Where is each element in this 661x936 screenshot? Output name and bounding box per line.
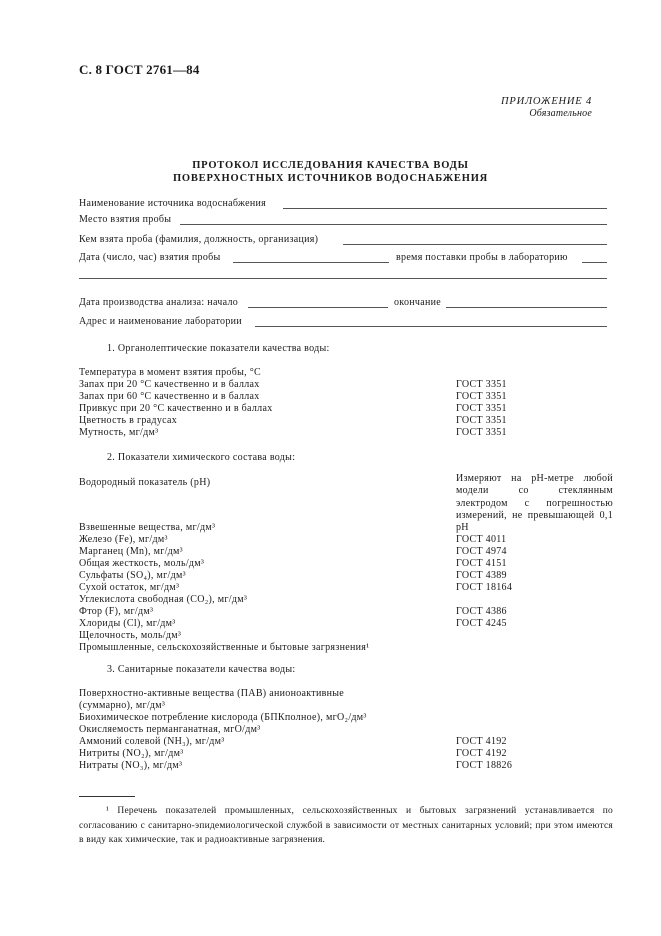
protocol-title-line2: ПОВЕРХНОСТНЫХ ИСТОЧНИКОВ ВОДОСНАБЖЕНИЯ <box>172 173 489 184</box>
gost-ref: ГОСТ 18826 <box>456 760 513 771</box>
field-lab-address: Адрес и наименование лаборатории <box>79 316 242 327</box>
section2-row: Фтор (F), мг/дм³ <box>79 606 154 617</box>
gost-ref: ГОСТ 4011 <box>456 534 507 545</box>
field-sampled-by: Кем взята проба (фамилия, должность, организация) <box>79 234 319 245</box>
section3-row: Поверхностно-активные вещества (ПАВ) анионоактивные <box>79 688 345 699</box>
gost-ref: ГОСТ 3351 <box>456 427 507 438</box>
section2-heading: 2. Показатели химического состава воды: <box>107 452 296 463</box>
fill-line-place <box>180 224 607 225</box>
fill-line-delivery <box>582 262 607 263</box>
ph-note: Измеряют на рН-метре любой модели со стеклянным электродом с погрешностью измерений, не превышающей 0,1 рН <box>456 473 613 534</box>
section1-row: Привкус при 20 °С качественно и в баллах <box>79 403 273 414</box>
fill-line-date <box>233 262 389 263</box>
gost-ref: ГОСТ 4192 <box>456 748 507 759</box>
field-sampling-place: Место взятия пробы <box>79 214 172 225</box>
section1-row: Запах при 20 °С качественно и в баллах <box>79 379 260 390</box>
fill-line-blank <box>79 278 607 279</box>
section2-row: Щелочность, моль/дм³ <box>79 630 182 641</box>
gost-ref: ГОСТ 18164 <box>456 582 513 593</box>
gost-ref: ГОСТ 4192 <box>456 736 507 747</box>
section2-row: Сухой остаток, мг/дм³ <box>79 582 180 593</box>
section2-row: Железо (Fe), мг/дм³ <box>79 534 168 545</box>
fill-line-source <box>283 208 607 209</box>
section3-row: (суммарно), мг/дм³ <box>79 700 166 711</box>
page-header: С. 8 ГОСТ 2761—84 <box>79 62 200 77</box>
section3-row: Биохимическое потребление кислорода (БПКполное), мгO₂/дм³ <box>79 712 367 723</box>
section1-heading: 1. Органолептические показатели качества воды: <box>107 343 330 354</box>
section1-row: Мутность, мг/дм³ <box>79 427 159 438</box>
section2-row: Общая жесткость, моль/дм³ <box>79 558 205 569</box>
field-analysis-end: окончание <box>394 297 442 308</box>
fill-line-end <box>446 307 607 308</box>
section3-row: Нитриты (NO₂), мг/дм³ <box>79 748 184 759</box>
section1-row: Цветность в градусах <box>79 415 178 426</box>
footnote-separator <box>79 796 135 797</box>
fill-line-sampled-by <box>343 244 607 245</box>
protocol-title <box>0 159 661 185</box>
gost-ref: ГОСТ 4974 <box>456 546 507 557</box>
field-analysis-start: Дата производства анализа: начало <box>79 297 239 308</box>
section1-row: Температура в момент взятия пробы, °С <box>79 367 262 378</box>
field-delivery-time: время поставки пробы в лабораторию <box>396 252 568 263</box>
gost-ref: ГОСТ 4386 <box>456 606 507 617</box>
section3-row: Аммоний солевой (NH₃), мг/дм³ <box>79 736 225 747</box>
section3-row: Окисляемость перманганатная, мгO/дм³ <box>79 724 261 735</box>
appendix-subtitle: Обязательное <box>529 108 592 119</box>
gost-ref: ГОСТ 3351 <box>456 391 507 402</box>
gost-ref: ГОСТ 3351 <box>456 403 507 414</box>
gost-ref: ГОСТ 3351 <box>456 379 507 390</box>
section2-row: Промышленные, сельскохозяйственные и бытовые загрязнения¹ <box>79 642 370 653</box>
appendix-label <box>501 96 592 120</box>
section2-row: Хлориды (Cl), мг/дм³ <box>79 618 176 629</box>
field-source-name: Наименование источника водоснабжения <box>79 198 267 209</box>
ph-label: Водородный показатель (рН) <box>79 477 211 488</box>
section2-row: Взвешенные вещества, мг/дм³ <box>79 522 216 533</box>
section3-row: Нитраты (NO₃), мг/дм³ <box>79 760 183 771</box>
footnote-text: ¹ Перечень показателей промышленных, сельскохозяйственных и бытовых загрязнений устанавливается по согласованию с санитарно-эпидемиологической службой в зависимости от местных санитарных условий; при этом имеются в виду как химические, так и радиоактивные загрязнения. <box>79 806 613 845</box>
fill-line-lab <box>255 326 607 327</box>
gost-ref: ГОСТ 4245 <box>456 618 507 629</box>
protocol-title-line1: ПРОТОКОЛ ИССЛЕДОВАНИЯ КАЧЕСТВА ВОДЫ <box>192 160 469 171</box>
field-sampling-date: Дата (число, час) взятия пробы <box>79 252 221 263</box>
section2-row: Марганец (Mn), мг/дм³ <box>79 546 183 557</box>
section2-row: Углекислота свободная (CO₂), мг/дм³ <box>79 594 248 605</box>
gost-ref: ГОСТ 3351 <box>456 415 507 426</box>
fill-line-start <box>248 307 388 308</box>
section3-heading: 3. Санитарные показатели качества воды: <box>107 664 296 675</box>
section1-row: Запах при 60 °С качественно и в баллах <box>79 391 260 402</box>
section2-row: Сульфаты (SO₄), мг/дм³ <box>79 570 186 581</box>
appendix-title: ПРИЛОЖЕНИЕ 4 <box>501 96 592 107</box>
gost-ref: ГОСТ 4151 <box>456 558 507 569</box>
gost-ref: ГОСТ 4389 <box>456 570 507 581</box>
